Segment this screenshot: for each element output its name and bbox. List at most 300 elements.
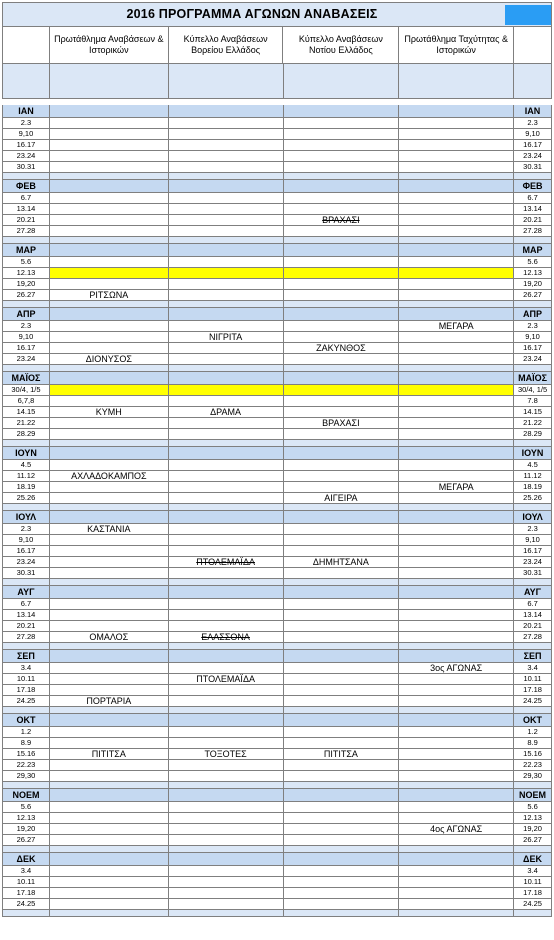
date-cell: 2.3 <box>3 524 50 535</box>
event-cell: ΑΙΓΕΙΡΑ <box>284 493 400 504</box>
event-cell: ΒΡΑΧΑΣΙ <box>284 418 400 429</box>
event-cell <box>169 429 284 440</box>
date-cell: 30.31 <box>3 568 50 579</box>
event-cell <box>284 290 400 301</box>
date-cell: 15.16 <box>3 749 50 760</box>
table-row <box>2 226 552 237</box>
event-cell <box>169 610 284 621</box>
event-cell: ΠΤΟΛΕΜΑΪΔΑ <box>169 674 284 685</box>
event-cell <box>284 835 400 846</box>
date-cell: 23.24 <box>3 354 50 365</box>
event-cell <box>399 802 514 813</box>
event-cell <box>50 899 169 910</box>
event-cell <box>399 877 514 888</box>
month-label-right: ΙΟΥΛ <box>514 511 552 524</box>
event-cell <box>284 162 400 173</box>
date-cell-right: 11.12 <box>514 471 552 482</box>
event-cell: ΔΙΟΝΥΣΟΣ <box>50 354 169 365</box>
event-cell <box>169 396 284 407</box>
event-cell <box>50 599 169 610</box>
event-cell <box>399 118 514 129</box>
event-cell <box>50 257 169 268</box>
event-cell <box>169 226 284 237</box>
event-cell: ΚΥΜΗ <box>50 407 169 418</box>
date-cell: 17.18 <box>3 685 50 696</box>
date-cell: 13.14 <box>3 204 50 215</box>
event-cell <box>169 215 284 226</box>
date-cell-right: 25.26 <box>514 493 552 504</box>
table-row <box>2 418 552 429</box>
event-cell <box>284 738 400 749</box>
event-cell: ΠΙΤΙΤΣΑ <box>284 749 400 760</box>
event-cell <box>50 663 169 674</box>
month-header-row <box>2 244 552 257</box>
table-row <box>2 385 552 396</box>
event-cell <box>50 674 169 685</box>
event-cell <box>284 257 400 268</box>
event-cell <box>399 257 514 268</box>
date-cell: 24.25 <box>3 899 50 910</box>
event-cell <box>399 888 514 899</box>
month-header-row <box>2 372 552 385</box>
table-row <box>2 749 552 760</box>
event-cell <box>399 899 514 910</box>
date-cell: 21.22 <box>3 418 50 429</box>
date-cell-right: 6.7 <box>514 599 552 610</box>
event-cell <box>50 418 169 429</box>
date-cell: 9,10 <box>3 332 50 343</box>
event-cell <box>169 621 284 632</box>
header-blank-row <box>2 64 552 99</box>
date-cell-right: 19,20 <box>514 824 552 835</box>
month-header-row <box>2 447 552 460</box>
table-row <box>2 727 552 738</box>
table-row <box>2 760 552 771</box>
event-cell <box>284 193 400 204</box>
month-label: ΦΕΒ <box>3 180 50 193</box>
event-cell <box>399 343 514 354</box>
event-cell <box>50 343 169 354</box>
event-cell <box>284 621 400 632</box>
event-cell <box>50 332 169 343</box>
event-cell <box>284 760 400 771</box>
date-cell-right: 18.19 <box>514 482 552 493</box>
month-separator <box>2 504 552 511</box>
month-label: ΑΥΓ <box>3 586 50 599</box>
date-cell-right: 15.16 <box>514 749 552 760</box>
table-row <box>2 663 552 674</box>
table-row <box>2 877 552 888</box>
date-cell: 12.13 <box>3 268 50 279</box>
event-cell <box>50 215 169 226</box>
table-row <box>2 888 552 899</box>
event-cell <box>284 771 400 782</box>
event-cell <box>169 824 284 835</box>
event-cell <box>399 493 514 504</box>
date-cell: 5.6 <box>3 257 50 268</box>
event-cell: ΖΑΚΥΝΘΟΣ <box>284 343 400 354</box>
event-cell <box>284 204 400 215</box>
event-cell <box>399 599 514 610</box>
date-cell-right: 19,20 <box>514 279 552 290</box>
table-row <box>2 621 552 632</box>
date-cell-right: 16.17 <box>514 140 552 151</box>
event-cell <box>284 535 400 546</box>
event-cell: ΠΙΤΙΤΣΑ <box>50 749 169 760</box>
event-cell <box>399 290 514 301</box>
date-cell-right: 20.21 <box>514 621 552 632</box>
event-cell <box>50 546 169 557</box>
event-cell <box>284 226 400 237</box>
date-cell-right: 3.4 <box>514 663 552 674</box>
table-row <box>2 610 552 621</box>
table-row <box>2 835 552 846</box>
event-cell <box>169 268 284 279</box>
event-cell <box>399 204 514 215</box>
month-separator <box>2 643 552 650</box>
month-label-right: ΟΚΤ <box>514 714 552 727</box>
table-row <box>2 493 552 504</box>
date-cell-right: 12.13 <box>514 268 552 279</box>
table-row <box>2 899 552 910</box>
event-cell <box>284 632 400 643</box>
table-row <box>2 215 552 226</box>
date-cell-right: 10.11 <box>514 877 552 888</box>
date-cell: 11.12 <box>3 471 50 482</box>
table-row <box>2 279 552 290</box>
date-cell-right: 27.28 <box>514 226 552 237</box>
table-row <box>2 824 552 835</box>
page-title: 2016 ΠΡΟΓΡΑΜΜΑ ΑΓΩΝΩΝ ΑΝΑΒΑΣΕΙΣ <box>126 7 378 21</box>
table-row <box>2 354 552 365</box>
event-cell: ΠΟΡΤΑΡΙΑ <box>50 696 169 707</box>
date-cell-right: 26.27 <box>514 290 552 301</box>
event-cell <box>50 151 169 162</box>
table-row <box>2 599 552 610</box>
event-cell <box>284 696 400 707</box>
event-cell <box>50 226 169 237</box>
event-cell <box>284 824 400 835</box>
event-cell <box>284 354 400 365</box>
event-cell <box>399 407 514 418</box>
event-cell: 4ος ΑΓΩΝΑΣ <box>399 824 514 835</box>
event-cell <box>399 418 514 429</box>
event-cell <box>50 429 169 440</box>
month-label-right: ΣΕΠ <box>514 650 552 663</box>
date-cell-right: 23.24 <box>514 557 552 568</box>
month-label: ΝΟΕΜ <box>3 789 50 802</box>
event-cell <box>50 140 169 151</box>
event-cell <box>169 727 284 738</box>
table-row <box>2 460 552 471</box>
date-cell-right: 21.22 <box>514 418 552 429</box>
date-cell: 4.5 <box>3 460 50 471</box>
date-cell-right: 10.11 <box>514 674 552 685</box>
event-cell <box>169 418 284 429</box>
event-cell <box>284 129 400 140</box>
event-cell: ΒΡΑΧΑΣΙ <box>284 215 400 226</box>
column-header: Πρωτάθλημα Αναβάσεων & Ιστορικών <box>50 27 169 64</box>
date-cell: 24.25 <box>3 696 50 707</box>
event-cell <box>50 482 169 493</box>
table-row <box>2 535 552 546</box>
date-cell: 19,20 <box>3 824 50 835</box>
event-cell <box>284 685 400 696</box>
date-cell: 13.14 <box>3 610 50 621</box>
event-cell <box>50 385 169 396</box>
month-separator <box>2 365 552 372</box>
event-cell <box>399 279 514 290</box>
date-cell: 3.4 <box>3 866 50 877</box>
event-cell <box>169 696 284 707</box>
date-cell: 16.17 <box>3 343 50 354</box>
date-cell-right: 30.31 <box>514 162 552 173</box>
event-cell <box>284 866 400 877</box>
event-cell <box>399 268 514 279</box>
month-label-right: ΜΑΡ <box>514 244 552 257</box>
event-cell <box>399 696 514 707</box>
date-cell-right: 20.21 <box>514 215 552 226</box>
month-header-row <box>2 511 552 524</box>
event-cell <box>284 888 400 899</box>
date-cell-right: 24.25 <box>514 696 552 707</box>
date-cell: 10.11 <box>3 674 50 685</box>
event-cell <box>169 493 284 504</box>
event-cell <box>399 385 514 396</box>
event-cell <box>169 760 284 771</box>
month-label-right: ΔΕΚ <box>514 853 552 866</box>
event-cell <box>169 568 284 579</box>
table-row <box>2 140 552 151</box>
event-cell <box>169 535 284 546</box>
event-cell <box>284 610 400 621</box>
event-cell <box>399 557 514 568</box>
event-cell <box>169 151 284 162</box>
event-cell <box>399 151 514 162</box>
event-cell <box>399 866 514 877</box>
month-separator <box>2 301 552 308</box>
event-cell <box>399 162 514 173</box>
event-cell <box>50 129 169 140</box>
date-cell: 3.4 <box>3 663 50 674</box>
event-cell <box>284 899 400 910</box>
event-cell <box>399 835 514 846</box>
month-separator <box>2 910 552 917</box>
event-cell <box>50 193 169 204</box>
column-header: Κύπελλο Αναβάσεων Νοτίου Ελλάδος <box>283 27 399 64</box>
month-separator <box>2 579 552 586</box>
event-cell <box>284 460 400 471</box>
date-cell: 5.6 <box>3 802 50 813</box>
event-cell <box>50 824 169 835</box>
table-row <box>2 802 552 813</box>
table-row <box>2 118 552 129</box>
event-cell <box>284 407 400 418</box>
date-cell: 14.15 <box>3 407 50 418</box>
event-cell <box>284 546 400 557</box>
date-cell-right: 22.23 <box>514 760 552 771</box>
event-cell <box>169 835 284 846</box>
event-cell <box>169 118 284 129</box>
event-cell <box>284 802 400 813</box>
month-label-right: ΙΑΝ <box>514 105 552 118</box>
month-label-right: ΝΟΕΜ <box>514 789 552 802</box>
event-cell <box>169 193 284 204</box>
event-cell <box>169 866 284 877</box>
title-accent-block <box>505 5 551 25</box>
event-cell <box>169 738 284 749</box>
table-row <box>2 343 552 354</box>
table-row <box>2 632 552 643</box>
table-row <box>2 151 552 162</box>
event-cell: ΚΑΣΤΑΝΙΑ <box>50 524 169 535</box>
event-cell <box>169 899 284 910</box>
date-cell-right: 24.25 <box>514 899 552 910</box>
month-label-right: ΑΥΓ <box>514 586 552 599</box>
date-cell: 9,10 <box>3 535 50 546</box>
event-cell <box>169 385 284 396</box>
event-cell <box>50 460 169 471</box>
event-cell: ΔΗΜΗΤΣΑΝΑ <box>284 557 400 568</box>
date-cell: 19,20 <box>3 279 50 290</box>
date-cell-right: 2.3 <box>514 524 552 535</box>
date-cell: 27.28 <box>3 632 50 643</box>
date-cell-right: 9,10 <box>514 129 552 140</box>
date-cell-right: 12.13 <box>514 813 552 824</box>
month-header-row <box>2 105 552 118</box>
table-row <box>2 129 552 140</box>
month-label: ΙΟΥΝ <box>3 447 50 460</box>
month-header-row <box>2 650 552 663</box>
event-cell <box>399 193 514 204</box>
event-cell <box>284 268 400 279</box>
event-cell <box>169 321 284 332</box>
event-cell <box>169 771 284 782</box>
table-row <box>2 396 552 407</box>
table-row <box>2 482 552 493</box>
date-cell: 20.21 <box>3 621 50 632</box>
event-cell <box>284 599 400 610</box>
table-row <box>2 332 552 343</box>
date-cell: 26.27 <box>3 290 50 301</box>
event-cell <box>399 674 514 685</box>
table-row <box>2 162 552 173</box>
table-row <box>2 524 552 535</box>
event-cell <box>50 321 169 332</box>
month-label: ΙΟΥΛ <box>3 511 50 524</box>
schedule-sheet <box>2 2 552 917</box>
event-cell <box>50 760 169 771</box>
month-separator <box>2 237 552 244</box>
event-cell <box>169 524 284 535</box>
column-header: Κύπελλο Αναβάσεων Βορείου Ελλάδος <box>169 27 284 64</box>
table-row <box>2 813 552 824</box>
table-row <box>2 290 552 301</box>
date-cell-right: 1.2 <box>514 727 552 738</box>
event-cell <box>50 727 169 738</box>
month-header-row <box>2 714 552 727</box>
table-row <box>2 685 552 696</box>
table-row <box>2 674 552 685</box>
event-cell <box>169 482 284 493</box>
event-cell <box>399 129 514 140</box>
date-cell-right: 8.9 <box>514 738 552 749</box>
event-cell <box>50 268 169 279</box>
date-cell-right: 4.5 <box>514 460 552 471</box>
date-cell: 9,10 <box>3 129 50 140</box>
table-row <box>2 193 552 204</box>
event-cell <box>50 802 169 813</box>
month-header-row <box>2 853 552 866</box>
header-date-cell <box>514 27 552 64</box>
event-cell <box>169 290 284 301</box>
event-cell <box>284 396 400 407</box>
table-row <box>2 257 552 268</box>
event-cell <box>169 279 284 290</box>
date-cell: 6.7 <box>3 599 50 610</box>
table-row <box>2 268 552 279</box>
event-cell <box>169 685 284 696</box>
event-cell <box>284 140 400 151</box>
event-cell <box>169 802 284 813</box>
date-cell: 6,7,8 <box>3 396 50 407</box>
event-cell <box>399 621 514 632</box>
event-cell <box>50 557 169 568</box>
event-cell <box>284 663 400 674</box>
date-cell-right: 26.27 <box>514 835 552 846</box>
date-cell: 20.21 <box>3 215 50 226</box>
date-cell-right: 30.31 <box>514 568 552 579</box>
event-cell <box>284 727 400 738</box>
date-cell-right: 13.14 <box>514 204 552 215</box>
title-bar <box>2 2 552 27</box>
date-cell: 22.23 <box>3 760 50 771</box>
date-cell-right: 13.14 <box>514 610 552 621</box>
event-cell <box>50 396 169 407</box>
event-cell: ΜΕΓΑΡΑ <box>399 482 514 493</box>
event-cell <box>284 279 400 290</box>
event-cell: ΕΛΑΣΣΟΝΑ <box>169 632 284 643</box>
date-cell-right: 5.6 <box>514 802 552 813</box>
month-header-row <box>2 789 552 802</box>
event-cell <box>399 738 514 749</box>
event-cell: 3ος ΑΓΩΝΑΣ <box>399 663 514 674</box>
event-cell <box>284 332 400 343</box>
event-cell <box>50 493 169 504</box>
event-cell <box>284 429 400 440</box>
event-cell <box>169 813 284 824</box>
event-cell <box>284 674 400 685</box>
table-row <box>2 738 552 749</box>
date-cell-right: 9,10 <box>514 535 552 546</box>
event-cell: ΟΜΑΛΟΣ <box>50 632 169 643</box>
date-cell-right: 7.8 <box>514 396 552 407</box>
event-cell <box>399 535 514 546</box>
event-cell <box>169 162 284 173</box>
month-separator <box>2 440 552 447</box>
date-cell: 26.27 <box>3 835 50 846</box>
date-cell-right: 29,30 <box>514 771 552 782</box>
date-cell: 28.29 <box>3 429 50 440</box>
month-label: ΜΑΡ <box>3 244 50 257</box>
event-cell <box>399 354 514 365</box>
table-row <box>2 321 552 332</box>
column-header: Πρωτάθλημα Ταχύτητας & Ιστορικών <box>399 27 514 64</box>
table-row <box>2 866 552 877</box>
date-cell-right: 23.24 <box>514 354 552 365</box>
event-cell <box>399 215 514 226</box>
table-row <box>2 568 552 579</box>
